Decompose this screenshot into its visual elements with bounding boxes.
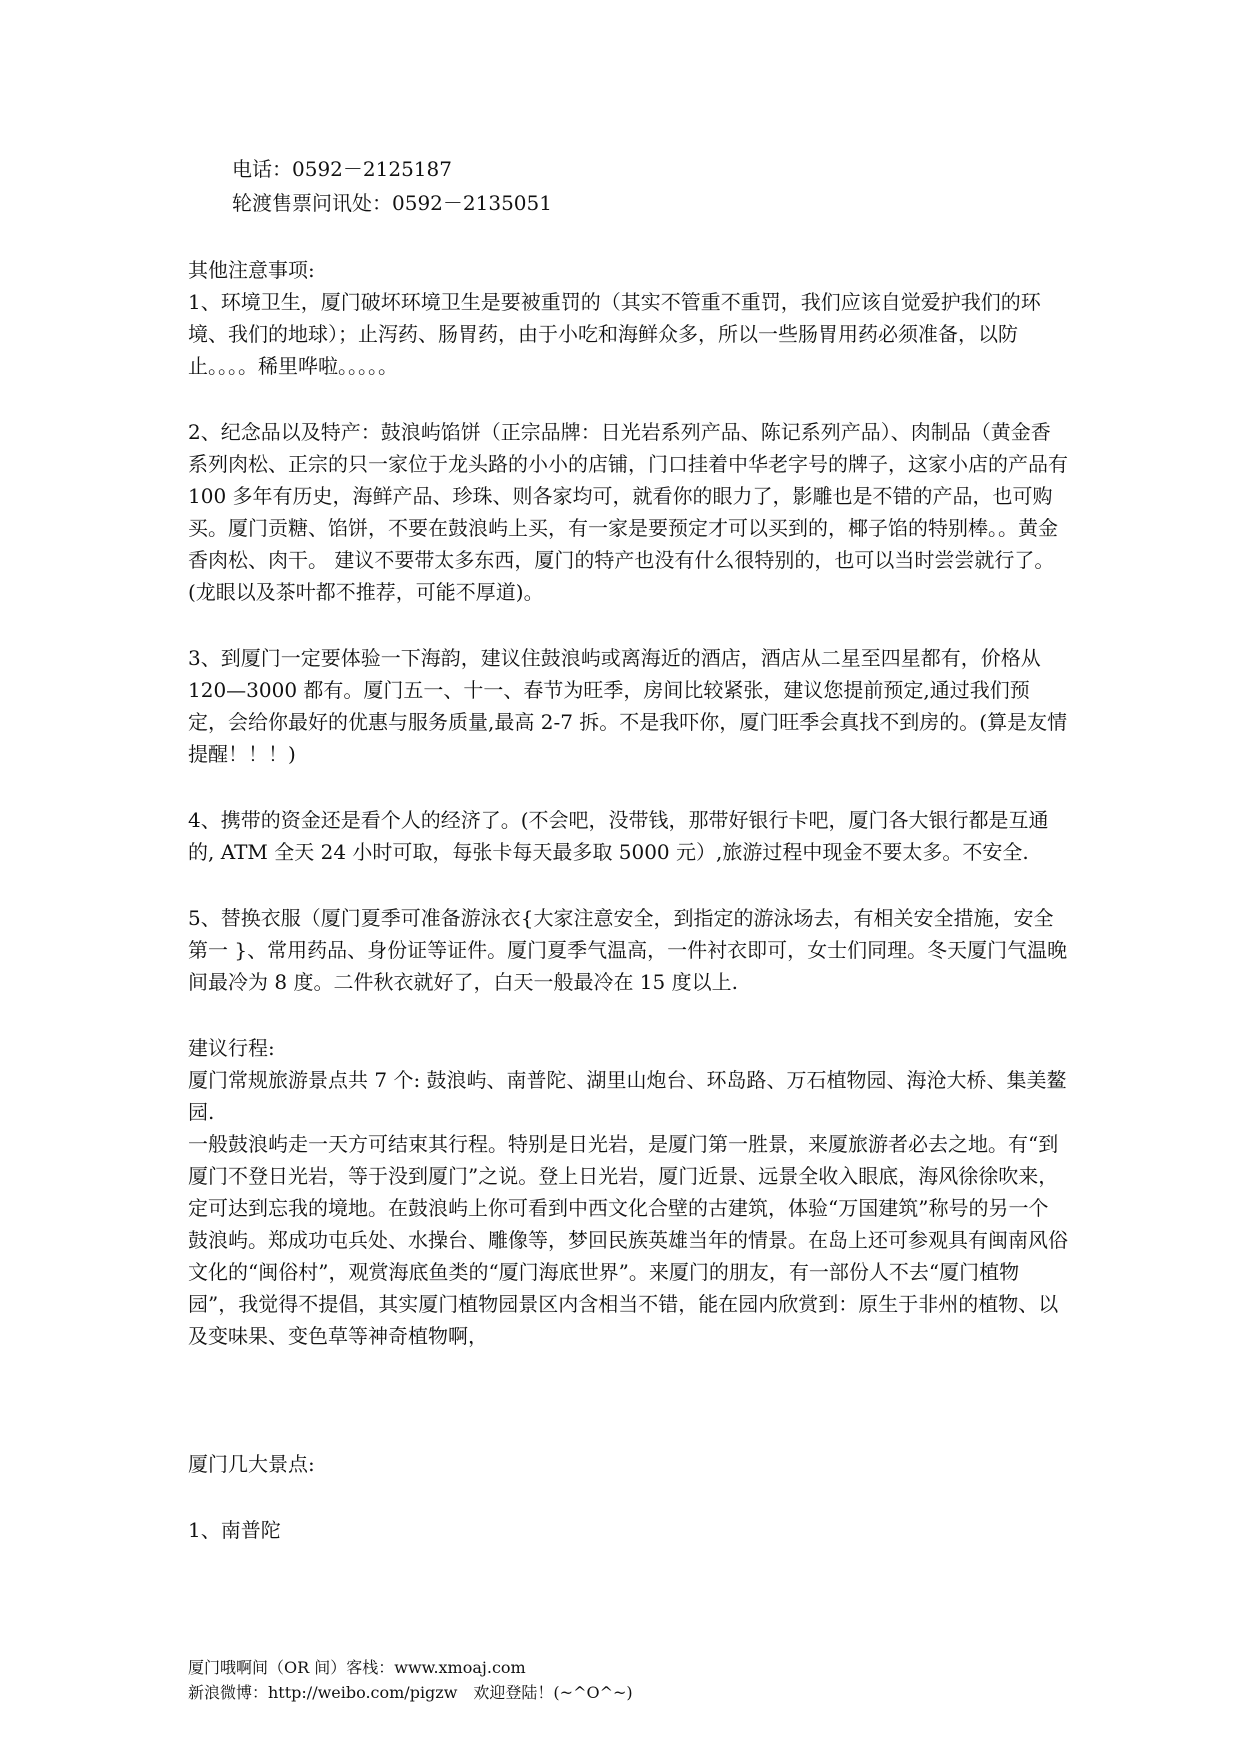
- spacer: [188, 868, 1068, 902]
- page-footer: [188, 1655, 633, 1705]
- document-body: [188, 254, 1068, 1546]
- ferry-ticket-line: 轮渡售票问讯处：0592－2135051: [232, 191, 552, 215]
- spacer: [188, 382, 1068, 416]
- note-item-5: 5、替换衣服（厦门夏季可准备游泳衣{大家注意安全，到指定的游泳场去，有相关安全措施，安全第一 }、常用药品、身份证等证件。厦门夏季气温高，一件衬衣即可，女士们同理。冬天厦门气温晚间最冷为 8 度。二件秋衣就好了，白天一般最冷在 15 度以上.: [188, 906, 1068, 994]
- spacer: [188, 608, 1068, 642]
- note-item-3: 3、到厦门一定要体验一下海韵，建议住鼓浪屿或离海近的酒店，酒店从二星至四星都有，价格从 120—3000 都有。厦门五一、十一、春节为旺季，房间比较紧张，建议您提前预定,通过我们预定，会给你最好的优惠与服务质量,最高 2-7 拆。不是我吓你，厦门旺季会真找不到房的。(算是友情提醒！！！): [188, 646, 1068, 766]
- footer-weibo-line: 新浪微博：http://weibo.com/pigzw 欢迎登陆！(~^O^~): [188, 1683, 633, 1702]
- spacer: [188, 998, 1068, 1032]
- itinerary-heading: 建议行程:: [188, 1036, 275, 1060]
- spacer: [188, 1352, 1068, 1448]
- note-item-4: 4、携带的资金还是看个人的经济了。(不会吧，没带钱，那带好银行卡吧，厦门各大银行都是互通的, ATM 全天 24 小时可取，每张卡每天最多取 5000 元）,旅游过程中现金不要太多。不安全.: [188, 808, 1049, 864]
- spacer: [188, 1480, 1068, 1514]
- phone-line: 电话：0592－2125187: [232, 157, 452, 181]
- contact-block: [232, 152, 552, 220]
- itinerary-spots: 厦门常规旅游景点共 7 个: 鼓浪屿、南普陀、湖里山炮台、环岛路、万石植物园、海沧大桥、集美鳌园.: [188, 1068, 1067, 1124]
- itinerary-gulangyu: 一般鼓浪屿走一天方可结束其行程。特别是日光岩，是厦门第一胜景，来厦旅游者必去之地。有“到厦门不登日光岩，等于没到厦门”之说。登上日光岩，厦门近景、远景全收入眼底，海风徐徐吹来，定可达到忘我的境地。在鼓浪屿上你可看到中西文化合壁的古建筑，体验“万国建筑”称号的另一个鼓浪屿。郑成功屯兵处、水操台、雕像等，梦回民族英雄当年的情景。在岛上还可参观具有闽南风俗文化的“闽俗村”，观赏海底鱼类的“厦门海底世界”。来厦门的朋友，有一部份人不去“厦门植物园”，我觉得不提倡，其实厦门植物园景区内含相当不错，能在园内欣赏到：原生于非州的植物、以及变味果、变色草等神奇植物啊，: [188, 1132, 1068, 1348]
- attractions-heading: 厦门几大景点:: [188, 1452, 315, 1476]
- attraction-item-1: 1、南普陀: [188, 1518, 281, 1542]
- spacer: [188, 770, 1068, 804]
- note-item-2: 2、纪念品以及特产：鼓浪屿馅饼（正宗品牌：日光岩系列产品、陈记系列产品）、肉制品（黄金香系列肉松、正宗的只一家位于龙头路的小小的店铺，门口挂着中华老字号的牌子，这家小店的产品有 100 多年有历史，海鲜产品、珍珠、则各家均可，就看你的眼力了，影雕也是不错的产品，也可购买。厦门贡糖、馅饼，不要在鼓浪屿上买，有一家是要预定才可以买到的，椰子馅的特别棒。。黄金香肉松、肉干。 建议不要带太多东西，厦门的特产也没有什么很特别的，也可以当时尝尝就行了。(龙眼以及茶叶都不推荐，可能不厚道)。: [188, 420, 1068, 604]
- notes-heading: 其他注意事项:: [188, 258, 315, 282]
- note-item-1: 1、环境卫生，厦门破坏环境卫生是要被重罚的（其实不管重不重罚，我们应该自觉爱护我们的环境、我们的地球）；止泻药、肠胃药，由于小吃和海鲜众多，所以一些肠胃用药必须准备，以防止。。。。稀里哗啦。。。。。: [188, 290, 1041, 378]
- footer-inn-line: 厦门哦啊间（OR 间）客栈：www.xmoaj.com: [188, 1658, 526, 1677]
